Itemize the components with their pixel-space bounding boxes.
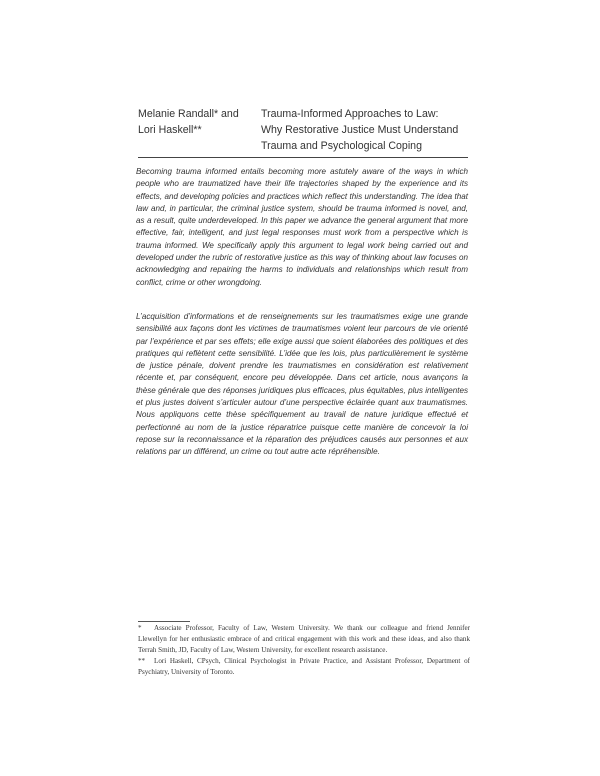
footnotes [138,623,470,678]
abstract-french: L’acquisition d’informations et de renseignements sur les traumatismes exige une grande sensibilité aux façons dont les victimes de traumatismes voient leur parcours de vie orienté par l’expérience et par ses effets; elle exige aussi que soient élaborées des politiques et des pratiques qui reflètent cette sensibilité. L’idée que les lois, plus particulièrement le système de justice pénale, doivent prendre les traumatismes en considération est relativement récente et, par conséquent, encore peu développée. Dans cet article, nous avançons la thèse générale que des réponses juridiques plus efficaces, plus équitables, plus intelligentes et plus justes doivent s’articuler autour d’une perspective éclairée quant aux traumatismes. Nous appliquons cette thèse spécifiquement au travail de nature juridique effectué et perfectionné au nom de la justice réparatrice puisque cette manière de concevoir la loi repose sur la reconnaissance et la réparation des préjudices causés aux personnes et aux relations par un différend, un crime ou tout autre acte répréhensible. [136,312,468,457]
abstract-english: Becoming trauma informed entails becoming more astutely aware of the ways in which people who are traumatized have their life trajectories shaped by the experience and its effects, and developing policies and practices which reflect this understanding. The idea that law and, in particular, the criminal justice system, should be trauma informed is novel, and, as a result, quite underdeveloped. In this paper we advance the general argument that more effective, fair, intelligent, and just legal responses must work from a perspective which is trauma informed. We specifically apply this argument to legal work being carried out and developed under the rubric of restorative justice as this way of thinking about law focuses on acknowledging and repairing the harms to individuals and relationships which result from conflict, crime or other wrongdoing. [136,167,468,287]
footnote-divider [138,621,190,622]
authors [138,106,258,138]
footnote-1 [138,623,470,656]
footnote-mark: ** [138,657,146,665]
title-line-1: Trauma-Informed Approaches to Law: [261,108,439,120]
title-line-3: Trauma and Psychological Coping [261,140,422,152]
footnote-text: Associate Professor, Faculty of Law, Western University. We thank our colleague and friend Jennifer Llewellyn for her enthusiastic embrace of and critical engagement with this work and these ideas, and also thank Terrah Smith, JD, Faculty of Law, Western University, for excellent research assistance. [138,624,470,654]
footnote-text: Lori Haskell, CPsych, Clinical Psychologist in Private Practice, and Assistant Professor, Department of Psychiatry, University of Toronto. [138,657,470,676]
footnote-2 [138,656,470,678]
article-title [261,106,471,154]
header-divider [138,157,468,158]
title-line-2: Why Restorative Justice Must Understand [261,124,459,136]
author-line-2: Lori Haskell** [138,124,202,136]
author-line-1: Melanie Randall* and [138,108,239,120]
footnote-mark: * [138,624,142,632]
